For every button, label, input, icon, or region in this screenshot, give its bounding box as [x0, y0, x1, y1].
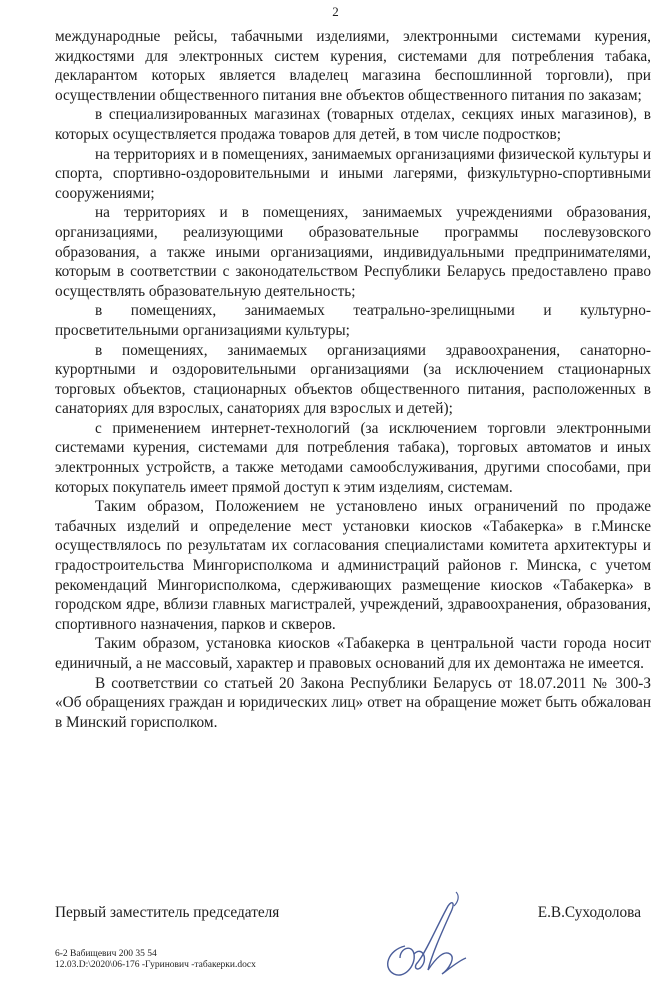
handwritten-signature	[370, 888, 480, 988]
paragraph-2: в специализированных магазинах (товарных отделах, секциях иных магазинов), в которых осуществляется продажа товаров для детей, в том числе подростков;	[55, 106, 651, 143]
signer-name: Е.В.Суходолова	[537, 904, 641, 921]
paragraph-1: международные рейсы, табачными изделиями, электронными системами курения, жидкостями для электронных систем курения, системами для потребления табака, декларантом которых является владелец магазина беспошлинной торговли), при осуществлении общественного питания вне объектов общественного питания по заказам;	[55, 28, 651, 104]
paragraph-4: на территориях и в помещениях, занимаемых учреждениями образования, организациями, реализующими образовательные программы послевузовского образования, а также иными организациями, индивидуальными предпринимателями, которым в соответствии с законодательством Республики Беларусь предоставлено право осуществлять образовательную деятельность;	[55, 204, 651, 300]
executor-info: 6-2 Вабищевич 200 35 54	[55, 949, 157, 959]
paragraph-8: Таким образом, Положением не установлено иных ограничений по продаже табачных изделий и определение мест установки киосков «Табакерка» в г.Минске осуществлялось по результатам их согласования специалистами комитета архитектуры и градостроительства Мингорисполкома и администраций районов г. Минска, с учетом рекомендаций Мингорисполкома, сдерживающих размещение киосков «Табакерка» в городском ядре, вблизи главных магистралей, учреждений, здравоохранения, образования, спортивного назначения, парков и скверов.	[55, 498, 651, 633]
signature-block	[55, 904, 651, 928]
paragraph-7: с применением интернет-технологий (за исключением торговли электронными системами курения, системами для потребления табака), торговых автоматов и иных электронных устройств, а также методами самообслуживания, другими способами, при которых покупатель имеет прямой доступ к этим изделиям, системам.	[55, 419, 651, 496]
footer	[55, 949, 256, 971]
paragraph-5: в помещениях, занимаемых театрально-зрелищными и культурно-просветительными организациями культуры;	[55, 302, 651, 339]
signer-position: Первый заместитель председателя	[55, 904, 280, 921]
file-path: 12.03.D:\2020\06-176 -Гуринович -табакерки.docx	[55, 960, 256, 970]
paragraph-10: В соответствии со статьей 20 Закона Республики Беларусь от 18.07.2011 № 300-З «Об обращениях граждан и юридических лиц» ответ на обращение может быть обжалован в Минский горисполком.	[55, 674, 651, 731]
page-number: 2	[332, 4, 339, 19]
paragraph-3: на территориях и в помещениях, занимаемых организациями физической культуры и спорта, спортивно-оздоровительными и иными лагерями, физкультурно-спортивными сооружениями;	[55, 145, 651, 202]
paragraph-6: в помещениях, занимаемых организациями здравоохранения, санаторно-курортными и оздоровительными организациями (за исключением стационарных торговых объектов, стационарных объектов общественного питания, расположенных в санаториях для взрослых, санаториях для взрослых и детей);	[55, 341, 651, 418]
letter-body	[55, 27, 651, 732]
paragraph-9: Таким образом, установка киосков «Табакерка в центральной части города носит единичный, а не массовый, характер и правовых оснований для их демонтажа не имеется.	[55, 635, 651, 672]
